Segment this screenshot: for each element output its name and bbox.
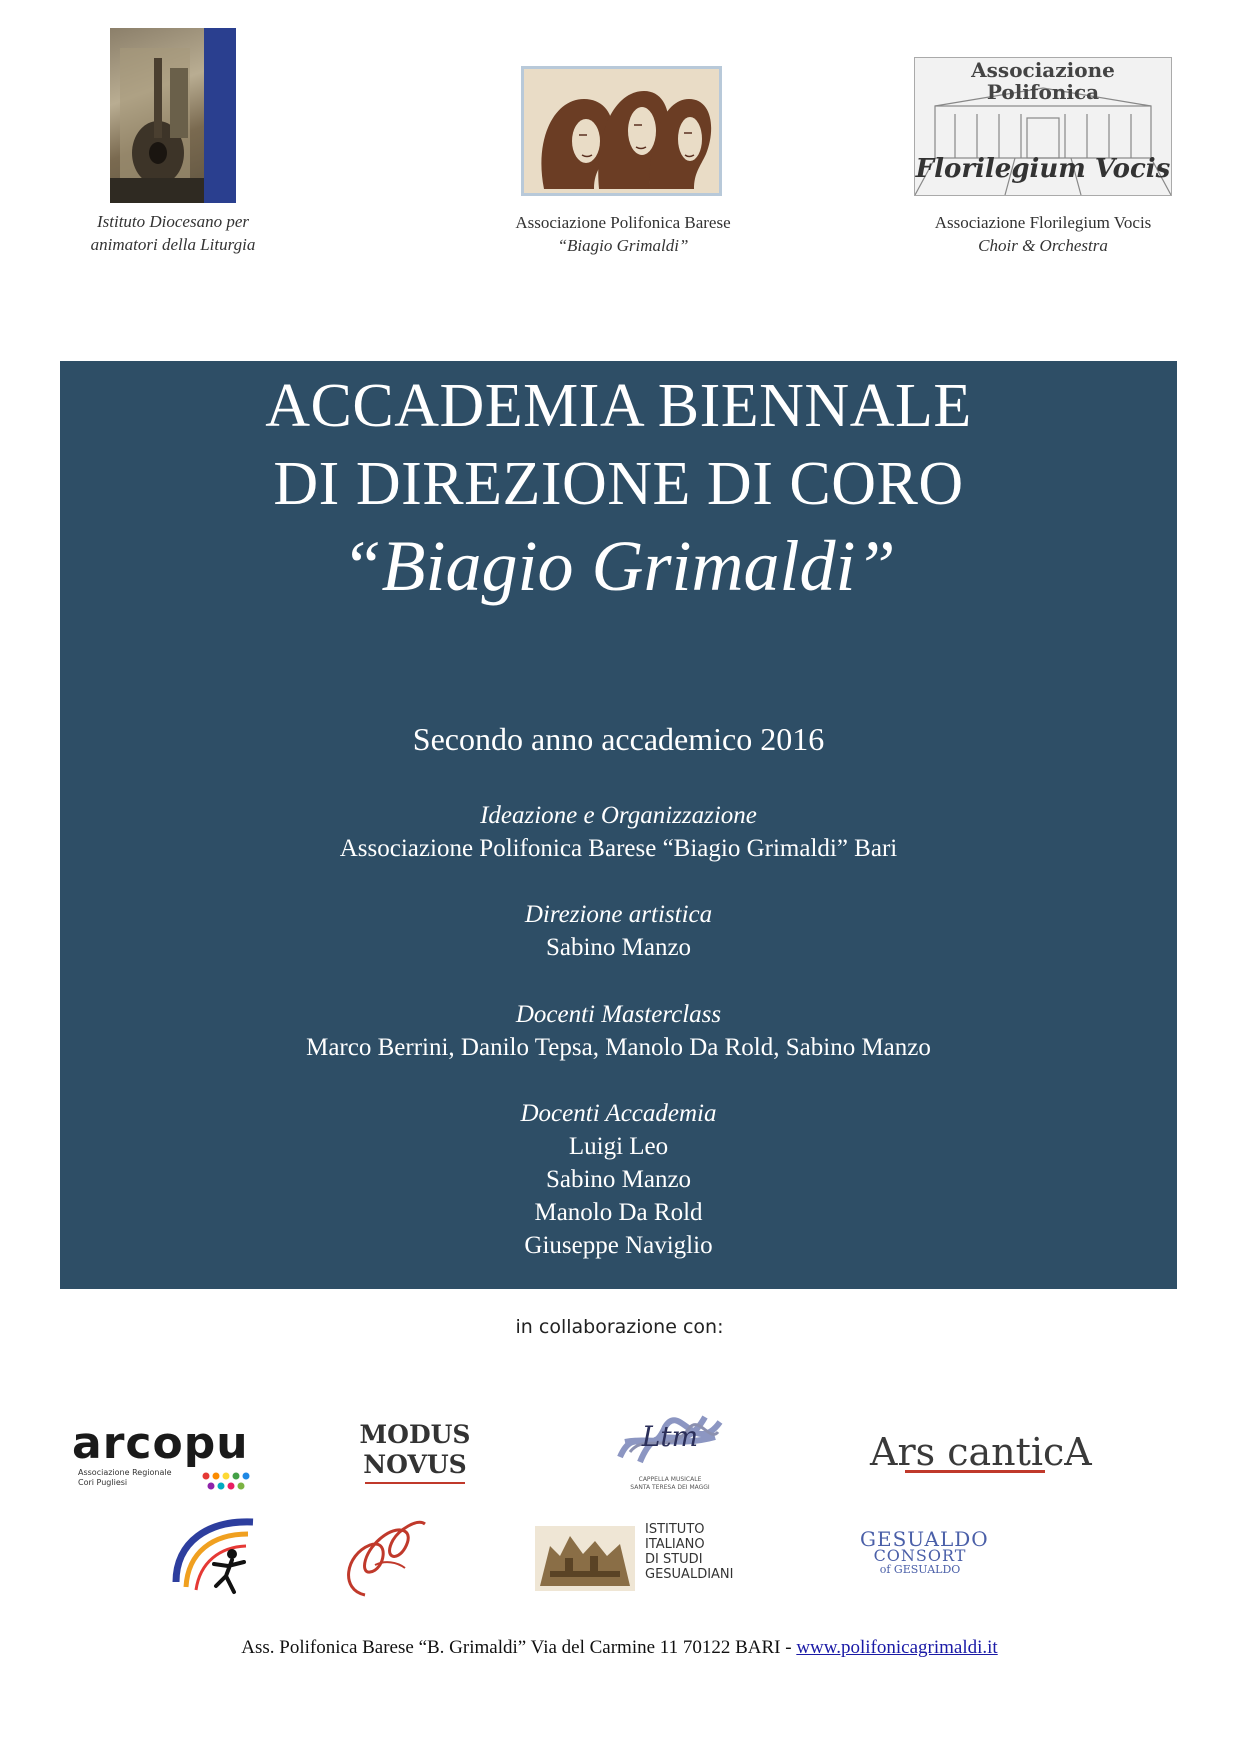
section-value-masterclass: Marco Berrini, Danilo Tepsa, Manolo Da Rold, Sabino Manzo [306,1034,931,1061]
scribble-emblem-icon [610,1402,730,1472]
arcopu-subtitle-1: Associazione Regionale [78,1468,172,1477]
florilegium-vocis-logo [914,57,1172,196]
ars-cantica-logo [870,1430,1092,1480]
academy-subtitle: “Biagio Grimaldi” [341,526,896,606]
gesualdo-line3: of GESUALDO [879,1563,961,1576]
florilegium-logo-line1: Associazione [971,58,1115,82]
castle-engraving-icon [535,1526,635,1591]
polifonica-barese-logo [521,66,722,196]
section-label-academy-teachers: Docenti Accademia [520,1100,717,1127]
academic-year: Secondo anno accademico 2016 [412,721,825,757]
teacher-name: Giuseppe Naviglio [524,1232,713,1259]
footer-address: Ass. Polifonica Barese “B. Grimaldi” Via del Carmine 11 70122 BARI - [241,1637,797,1658]
section-label-organization: Ideazione e Organizzazione [480,802,757,829]
three-faces-engraving-icon [524,69,719,193]
istituto-gesualdiani-text: ISTITUTO ITALIANO DI STUDI GESUALDIANI [645,1522,734,1582]
istituto-gesualdiani-logo [535,1522,745,1592]
cappella-sub1: CAPPELLA MUSICALE [638,1476,702,1483]
cappella-musicale-logo [610,1402,730,1497]
florilegium-caption: Associazione Florilegium Vocis Choir & Orchestra [934,213,1152,255]
florilegium-logo-line3: Florilegium Vocis [915,154,1171,184]
dancer-arc-icon [168,1512,263,1597]
red-signature-icon [335,1510,430,1602]
teacher-name: Luigi Leo [568,1133,669,1160]
title-line-2: DI DIREZIONE DI CORO [273,450,964,518]
modus-novus-line1: MODUS [359,1420,471,1449]
cappella-sub2: SANTA TERESA DEI MAGGI [630,1484,710,1491]
arcopu-subtitle-2: Cori Pugliesi [78,1478,128,1487]
florilegium-logo-line2: Polifonica [986,80,1100,104]
gesualdo-line2: CONSORT [873,1546,967,1565]
cappella-mark: Ltm [641,1420,699,1453]
istituto-diocesano-logo [110,28,236,203]
signature-logo [335,1510,430,1602]
footer [0,1637,1239,1659]
academy-panel [60,361,1177,1289]
modus-novus-logo [355,1420,475,1490]
istituto-diocesano-caption: Istituto Diocesano per animatori della Liturgia [90,212,256,254]
modus-underline [365,1482,465,1484]
section-label-masterclass: Docenti Masterclass [515,1001,722,1028]
colored-dots-icon [200,1470,260,1492]
collaboration-label: in collaborazione con: [515,1316,724,1338]
teacher-name: Manolo Da Rold [534,1199,703,1226]
section-value-organization: Associazione Polifonica Barese “Biagio Grimaldi” Bari [339,835,898,862]
section-label-artistic-direction: Direzione artistica [524,901,713,928]
dancer-logo [168,1512,263,1597]
website-link[interactable]: www.polifonicagrimaldi.it [796,1637,998,1658]
polifonica-barese-caption: Associazione Polifonica Barese “Biagio Grimaldi” [515,213,731,255]
modus-novus-line2: NOVUS [363,1450,467,1479]
section-value-artistic-direction: Sabino Manzo [545,934,692,961]
arcopu-wordmark: arcopu [72,1418,249,1469]
gesualdo-line1: GESUALDO [860,1527,989,1551]
ars-cantica-wordmark: Ars canticA [870,1430,1092,1474]
arcopu-logo [72,1420,262,1498]
teacher-name: Sabino Manzo [545,1166,692,1193]
gesualdo-consort-logo [860,1527,989,1590]
title-line-1: ACCADEMIA BIENNALE [265,372,972,440]
